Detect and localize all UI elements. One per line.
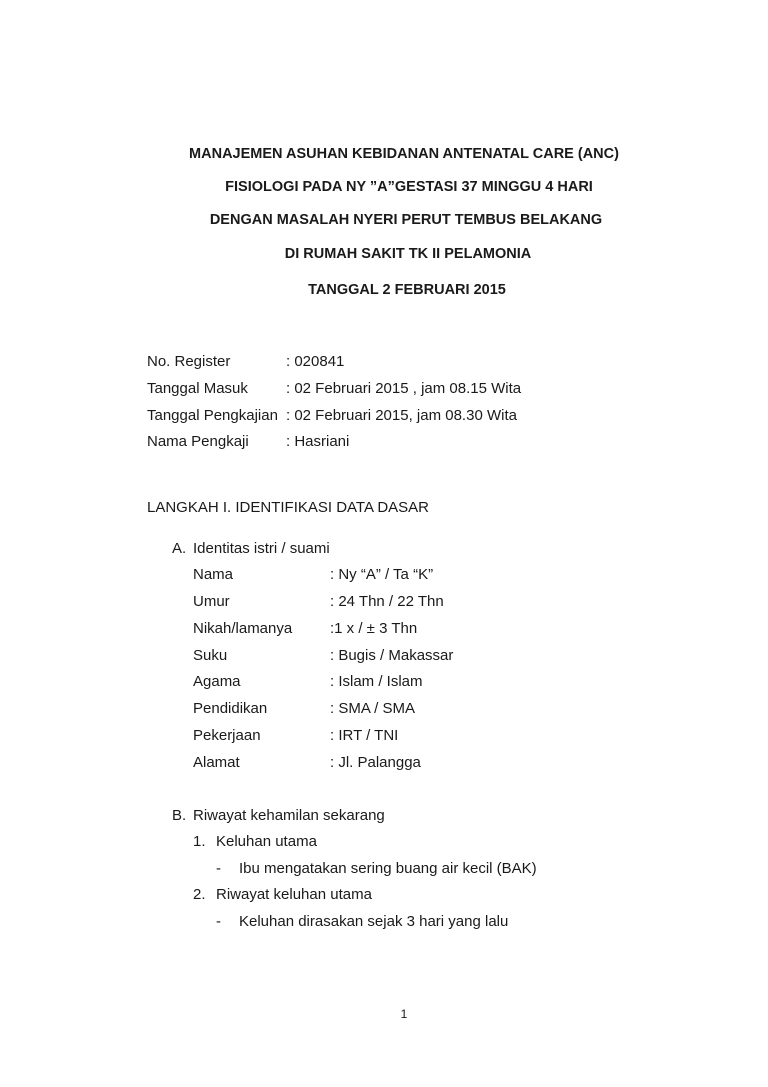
identity-value: :1 x / ± 3 Thn: [330, 620, 418, 637]
list-item-title: Keluhan utama: [216, 833, 317, 850]
title-line-3: DENGAN MASALAH NYERI PERUT TEMBUS BELAKANG: [209, 212, 603, 228]
list-item-number: 1.: [193, 833, 206, 850]
title-line-1: MANAJEMEN ASUHAN KEBIDANAN ANTENATAL CARE (ANC): [189, 146, 619, 162]
identity-label: Pendidikan: [193, 700, 268, 717]
registration-value: : 02 Februari 2015 , jam 08.15 Wita: [286, 380, 522, 397]
identity-value: : Islam / Islam: [330, 673, 423, 690]
registration-label: No. Register: [147, 353, 231, 370]
identity-label: Umur: [193, 593, 230, 610]
identity-label: Alamat: [193, 754, 240, 771]
identity-label: Agama: [193, 673, 241, 690]
registration-label: Tanggal Pengkajian: [147, 407, 278, 424]
identity-label: Suku: [193, 647, 228, 664]
identity-value: : IRT / TNI: [330, 727, 399, 744]
dash-bullet: -: [216, 860, 221, 877]
title-line-5: TANGGAL 2 FEBRUARI 2015: [308, 282, 506, 298]
identity-value: : Jl. Palangga: [330, 754, 421, 771]
section-a-marker: A.: [172, 540, 187, 557]
section-b-marker: B.: [172, 807, 187, 824]
section-b-title: Riwayat kehamilan sekarang: [193, 807, 385, 824]
step-heading: LANGKAH I. IDENTIFIKASI DATA DASAR: [147, 499, 430, 516]
identity-value: : 24 Thn / 22 Thn: [330, 593, 444, 610]
identity-label: Pekerjaan: [193, 727, 261, 744]
section-a-title: Identitas istri / suami: [193, 540, 330, 557]
detail-text: Keluhan dirasakan sejak 3 hari yang lalu: [239, 913, 509, 930]
detail-text: Ibu mengatakan sering buang air kecil (BAK): [239, 860, 537, 877]
title-line-4: DI RUMAH SAKIT TK II PELAMONIA: [284, 246, 532, 262]
identity-value: : SMA / SMA: [330, 700, 416, 717]
registration-label: Tanggal Masuk: [147, 380, 248, 397]
list-item-title: Riwayat keluhan utama: [216, 886, 372, 903]
registration-value: : 02 Februari 2015, jam 08.30 Wita: [286, 407, 517, 424]
page-number: 1: [400, 1007, 408, 1021]
dash-bullet: -: [216, 913, 221, 930]
identity-value: : Bugis / Makassar: [330, 647, 454, 664]
registration-label: Nama Pengkaji: [147, 433, 249, 450]
registration-value: : 020841: [286, 353, 345, 370]
title-line-2: FISIOLOGI PADA NY ”A”GESTASI 37 MINGGU 4 HARI: [225, 179, 593, 195]
identity-value: : Ny “A” / Ta “K”: [330, 566, 434, 583]
identity-label: Nikah/lamanya: [193, 620, 293, 637]
identity-label: Nama: [193, 566, 234, 583]
registration-value: : Hasriani: [286, 433, 350, 450]
list-item-number: 2.: [193, 886, 206, 903]
